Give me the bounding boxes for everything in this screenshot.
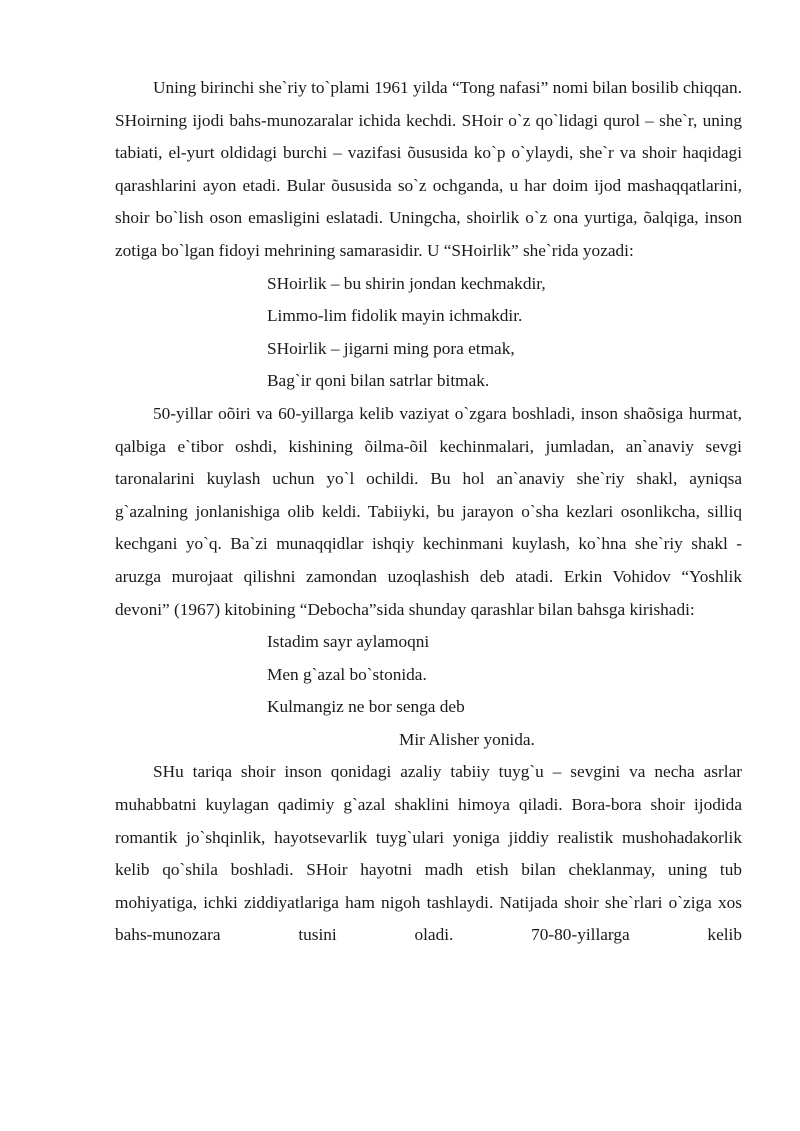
verse-line: Men g`azal bo`stonida. — [267, 664, 427, 684]
paragraph-2: 50-yillar oõiri va 60-yillarga kelib vaziyat o`zgara boshladi, inson shaõsiga hurmat, qalbiga e`tibor oshdi, kishining õilma-õil kechinmalari, jumladan, an`anaviy sevgi taronalarini kuylash uchun yo`l ochildi. Bu hol an`anaviy she`riy shakl, ayniqsa g`azalning jonlanishiga olib keldi. Tabiiyki, bu jarayon o`sha kezlari osonlikcha, silliq kechgani yo`q. Ba`zi munaqqidlar ishqiy kechinmani kuylash, ko`hna she`riy shakl - aruzga murojaat qilishni zamondan uzoqlashish deb atadi. Erkin Vohidov “Yoshlik devoni” (1967) kitobining “Debocha”sida shunday qarashlar bilan bahsga kirishadi: — [115, 403, 742, 619]
paragraph-3: SHu tariqa shoir inson qonidagi azaliy tabiiy tuyg`u – sevgini va necha asrlar muhabbatni kuylagan qadimiy g`azal shaklini himoya qiladi. Bora-bora shoir ijodida romantik jo`shqinlik, hayotsevarlik tuyg`ulari yoniga jiddiy realistik mushohadakorlik kelib qo`shila boshladi. SHoir hayotni madh etish bilan cheklanmay, uning tub mohiyatiga, ichki ziddiyatlariga ham nigoh tashlaydi. Natijada shoir she`rlari o`ziga xos bahs-munozara tusini oladi. 70-80-yillarga kelib — [115, 762, 742, 945]
verse-line: Bag`ir qoni bilan satrlar bitmak. — [267, 371, 490, 391]
verse-line: Kulmangiz ne bor senga deb — [267, 697, 465, 717]
verse-block-2 — [115, 626, 742, 756]
verse-block-1 — [115, 268, 742, 398]
verse-line-indented: Mir Alisher yonida. — [399, 729, 535, 749]
verse-line: SHoirlik – jigarni ming pora etmak, — [267, 338, 515, 358]
verse-line: Istadim sayr aylamoqni — [267, 632, 430, 652]
verse-line: SHoirlik – bu shirin jondan kechmakdir, — [267, 273, 546, 293]
verse-line: Limmo-lim fidolik mayin ichmakdir. — [267, 306, 523, 326]
paragraph-1: Uning birinchi she`riy to`plami 1961 yilda “Tong nafasi” nomi bilan bosilib chiqqan. SHoirning ijodi bahs-munozaralar ichida kechdi. SHoir o`z qo`lidagi qurol – she`r, uning tabiati, el-yurt oldidagi burchi – vazifasi õususida ko`p o`ylaydi, she`r va shoir haqidagi qarashlarini ayon etadi. Bular õususida so`z ochganda, u har doim ijod mashaqqatlarini, shoir bo`lish oson emasligini eslatadi. Uningcha, shoirlik o`z ona yurtiga, õalqiga, inson zotiga bo`lgan fidoyi mehrining samarasidir. U “SHoirlik” she`rida yozadi: — [115, 78, 742, 260]
